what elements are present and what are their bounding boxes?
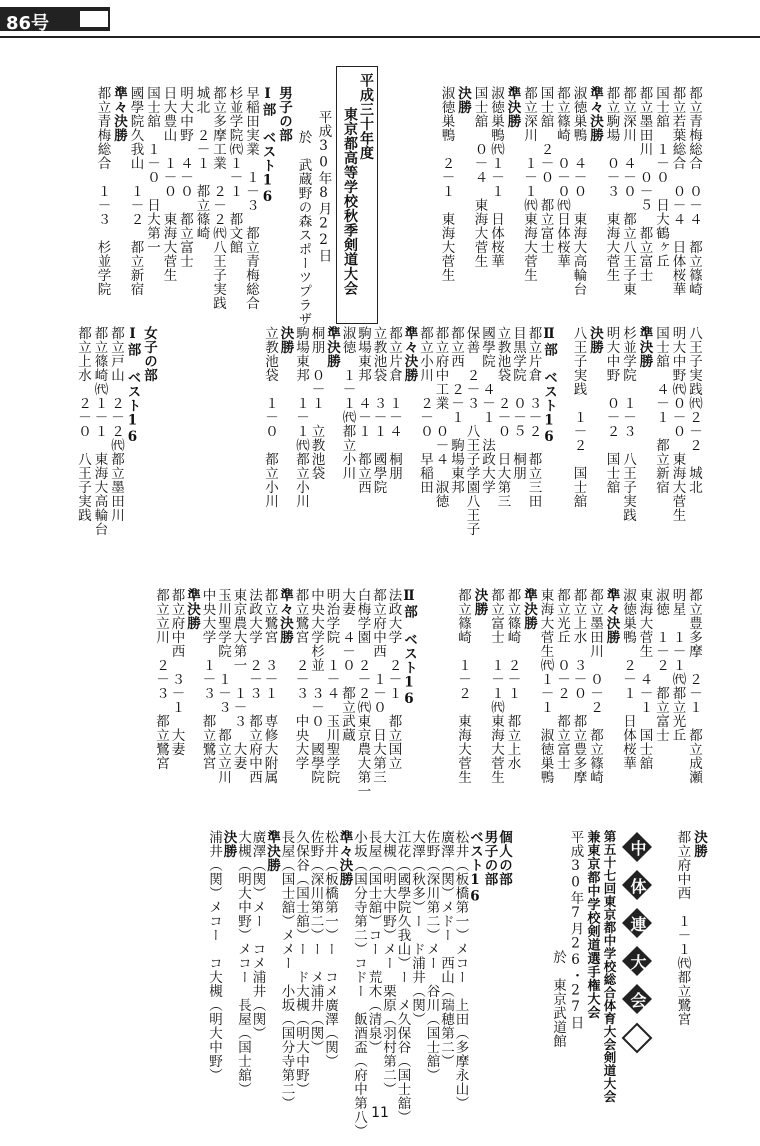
row2-left-line: 都立上水 ２－０ 八王子実践 bbox=[75, 326, 91, 522]
page-tag-badge bbox=[0, 6, 110, 32]
tournament-1-box bbox=[336, 66, 378, 324]
individual-line: 大槻（明大中野）メー 栗原（羽村第二） bbox=[380, 830, 396, 1096]
row2-line: 八王子実践 １－２ 国士舘 bbox=[570, 326, 587, 508]
row3-mid-line: 都立府中西 ３－１ 大妻 bbox=[168, 588, 185, 756]
row1-left-line: Ⅰ部 ベスト16 bbox=[259, 86, 276, 206]
row1-line: 国士舘 ０－４ 東海大菅生 bbox=[471, 86, 488, 268]
row3-line: 都立上水 ３－０ 都立豊多摩 bbox=[570, 588, 587, 784]
page-number: 11 bbox=[371, 1105, 389, 1121]
individual-line: 江花（國學院久我山）ー メ久保谷（国士舘） bbox=[394, 830, 411, 1124]
row1-line: 決勝 bbox=[455, 86, 471, 114]
row2-mid-line: 淑徳 １－１㈹都立小川 bbox=[339, 326, 356, 480]
row1-line: 準決勝 bbox=[504, 86, 521, 128]
row3-line: 準々決勝 bbox=[603, 588, 620, 644]
results-row2-left bbox=[70, 326, 155, 536]
tournament-2-title: 第五十七回東京都中学校総合体育大会剣道大会 bbox=[602, 830, 617, 1103]
header-rule bbox=[0, 36, 760, 38]
individual-line: 松井（板橋第一）メコー 上田（多摩永山） bbox=[452, 830, 469, 1110]
row2-mid-line: 目黒学院 ０－５ 桐朋 bbox=[510, 326, 526, 480]
row2-line: 明大中野 ０－２ 国士舘 bbox=[603, 326, 620, 494]
row2-mid-line: 準々決勝 bbox=[401, 326, 418, 382]
results-row3-final bbox=[660, 830, 705, 1060]
row2-left-line: 女子の部 bbox=[141, 326, 157, 382]
individual-line: 松井（板橋第一）ー コメ廣澤（関） bbox=[322, 830, 338, 1068]
row1-line: 淑徳巣鴨 ２－１ 東海大菅生 bbox=[438, 86, 455, 282]
row1-left-line: 準々決勝 bbox=[111, 86, 127, 142]
tournament-2-header bbox=[515, 830, 617, 1103]
row2-mid-line: 立教池袋 ３－１ 國學院 bbox=[370, 326, 387, 494]
row1-line: 淑徳巣鴨 ４－０ 東海大高輪台 bbox=[570, 86, 587, 296]
row3-line: 準決勝 bbox=[521, 588, 537, 630]
brand-text: 中体連大会 bbox=[628, 840, 647, 1030]
row1-left-line: 男子の部 bbox=[276, 86, 292, 142]
individual-line: 浦井（関）メコー コ大槻（明大中野） bbox=[206, 830, 222, 1082]
row3-mid-line: 都立鷺宮 ２－３ 中央大学 bbox=[292, 588, 309, 770]
row3-line: 都立光丘 ０－２ 都立富士 bbox=[554, 588, 570, 770]
row2-mid-line: 桐朋 ０－１ 立教池袋 bbox=[308, 326, 325, 480]
row3-line: 都立篠崎 １－２ 東海大菅生 bbox=[455, 588, 471, 784]
individual-line: 小坂（国分寺第二）コドー 飯酒盃（府中第八） bbox=[351, 830, 367, 1138]
individual-line: ベスト16 bbox=[467, 830, 483, 905]
row3-mid-line: 玉川聖学院 １－３ 都立立川 bbox=[215, 588, 231, 784]
results-row3-right bbox=[420, 588, 700, 788]
row1-left-line: 早稲田実業 １－３ 都立青梅総合 bbox=[243, 86, 259, 310]
results-row2-right bbox=[560, 326, 700, 536]
tournament-2-date: 平成30年7月26・27日 bbox=[567, 830, 584, 1030]
row1-line: 都立深川 ４－０ 都立八王子東 bbox=[620, 86, 636, 296]
row3-final-line: 都立府中西 １－１㈹都立鷺宮 bbox=[674, 830, 691, 1026]
row1-line: 都立駒場 ０－３ 東海大菅生 bbox=[603, 86, 620, 282]
individual-line: 決勝 bbox=[220, 830, 237, 858]
row3-line: 都立富士 １－１㈹東海大菅生 bbox=[488, 588, 504, 784]
chutairen-brand bbox=[620, 830, 654, 1060]
row2-mid-line: 都立小川 ２－０ 早稲田 bbox=[417, 326, 433, 494]
row2-line: 決勝 bbox=[587, 326, 603, 354]
row2-mid-line: 立教池袋 １－０ 都立小川 bbox=[262, 326, 278, 508]
individual-line: 大槻（明大中野）メコー 長屋（国士舘） bbox=[235, 830, 251, 1096]
row3-mid-line: 準々決勝 bbox=[277, 588, 293, 644]
individual-line: 廣澤（関）メー コメ浦井（関） bbox=[249, 830, 266, 1040]
row3-mid-line: 都立立川 ２－３ 都立鷺宮 bbox=[153, 588, 169, 770]
row3-mid-line: 都立鷺宮 ３－１ 専修大附属 bbox=[261, 588, 278, 784]
row3-line: 都立豊多摩 ２－１ 都立成瀬 bbox=[686, 588, 702, 784]
individual-line: 佐野（深川第二）メー 谷川（国士舘） bbox=[423, 830, 440, 1082]
row1-line: 都立深川 １－１㈹東海大菅生 bbox=[521, 86, 537, 282]
row3-line: 都立篠崎 ２－１ 都立上水 bbox=[504, 588, 521, 770]
row2-mid-line: 立教池袋 ２－０ 日大第三 bbox=[494, 326, 511, 508]
results-row2-mid bbox=[160, 326, 555, 536]
row3-mid-line: 東京農大第一 １－３ 大妻 bbox=[230, 588, 247, 770]
row3-mid-line: Ⅱ部 ベスト16 bbox=[401, 588, 417, 708]
row1-line: 淑徳巣鴨㈹１－１ 日体桜華 bbox=[488, 86, 504, 268]
row3-mid-line: 中央大学杉並 ３－０ 國學院 bbox=[308, 588, 324, 784]
row1-left-line: 日大豊山 １－０ 東海大菅生 bbox=[160, 86, 177, 282]
row2-line: 準決勝 bbox=[636, 326, 653, 368]
row3-line: 明星 １－１㈹都立光丘 bbox=[669, 588, 686, 742]
row3-line: 都立墨田川 ０－２ 都立篠崎 bbox=[587, 588, 603, 784]
individual-line: 大澤（秋多）ー ド浦井（関） bbox=[409, 830, 425, 1026]
results-row1-right bbox=[400, 86, 700, 316]
row2-mid-line: 決勝 bbox=[277, 326, 294, 354]
results-row1-left bbox=[70, 86, 290, 316]
row2-line: 八王子実践㈹２－２ 城北 bbox=[686, 326, 702, 494]
tournament-2-subtitle: 兼東京都中学校剣道選手権大会 bbox=[584, 830, 600, 1019]
individual-line: 準決勝 bbox=[264, 830, 280, 872]
individual-line: 長屋（国士舘）コー 荒木（清泉） bbox=[365, 830, 382, 1054]
row2-mid-line: 駒場東邦 １－１㈹都立小川 bbox=[293, 326, 309, 508]
tournament-2-venue: 於 東京武道館 bbox=[550, 950, 566, 1048]
row2-line: 国士舘 ４－１ 都立新宿 bbox=[653, 326, 669, 494]
row2-line: 杉並学院 １－３ 八王子実践 bbox=[620, 326, 636, 522]
individual-line: 久保谷（国士舘）ー ド大槻（明大中野） bbox=[293, 830, 309, 1096]
individual-line: 廣澤（関）メドー 西山（瑞穂第二） bbox=[438, 830, 454, 1068]
row3-mid-line: 準決勝 bbox=[184, 588, 200, 630]
row1-left-line: 國學院久我山 １－２ 都立新宿 bbox=[127, 86, 144, 296]
page-tag: 86号 bbox=[6, 13, 50, 34]
results-row3-mid bbox=[70, 588, 417, 798]
row2-mid-line: 保善 ２－３ 八王子学園八王子 bbox=[463, 326, 480, 536]
row1-line: 都立墨田川 ０－５ 都立富士 bbox=[636, 86, 653, 282]
row1-left-line: 城北 ２－１ 都立篠崎 bbox=[193, 86, 210, 240]
row2-mid-line: 都立府中工業 ０－４ 淑徳 bbox=[432, 326, 449, 508]
row2-line: 明大中野㈹０－０ 東海大菅生 bbox=[669, 326, 686, 522]
individual-line: 長屋（国士舘）メメー 小坂（国分寺第二） bbox=[278, 830, 295, 1110]
tournament-1-venue: 於 武蔵野の森スポーツプラザ bbox=[295, 130, 312, 326]
row1-left-line: 都立多摩工業 ２－２㈹八王子実践 bbox=[210, 86, 226, 310]
row2-left-line: 都立篠崎㈹１－１ 東海大高輪台 bbox=[91, 326, 108, 536]
individual-line: 個人の部 bbox=[496, 830, 512, 886]
row3-line: 東海大菅生㈹１－１ 淑徳巣鴨 bbox=[537, 588, 554, 784]
row3-mid-line: 明治学院 １－４ 玉川聖学院 bbox=[323, 588, 340, 784]
tournament-1-date: 平成30年8月22日 bbox=[315, 110, 332, 263]
tournament-1-subtitle: 東京都高等学校秋季剣道大会 bbox=[342, 107, 358, 296]
row2-mid-line: 都立片倉 ３－２ 都立三田 bbox=[525, 326, 542, 508]
row3-mid-line: 法政大学 ２－１ 都立国立 bbox=[385, 588, 402, 770]
individual-line: 佐野（深川第二）ー メ浦井（関） bbox=[307, 830, 324, 1054]
row2-mid-line: 都立片倉 １－４ 桐朋 bbox=[386, 326, 402, 480]
individual-line: 男子の部 bbox=[481, 830, 498, 886]
row3-mid-line: 中央大学 １－３ 都立鷺宮 bbox=[199, 588, 216, 770]
row3-mid-line: 法政大学 ２－３ 都立府中西 bbox=[246, 588, 262, 784]
row3-final-line: 決勝 bbox=[691, 830, 707, 858]
row3-line: 決勝 bbox=[471, 588, 488, 616]
row3-line: 淑徳 １－２ 都立富士 bbox=[653, 588, 669, 742]
row1-left-line: 杉並学院㈹１－１ 都文館 bbox=[226, 86, 243, 254]
row1-line: 都立篠崎 ０－０㈹日体桜華 bbox=[554, 86, 570, 268]
individual-line: 準々決勝 bbox=[336, 830, 353, 886]
row2-mid-line: 準決勝 bbox=[324, 326, 340, 368]
row2-left-line: Ⅰ部 ベスト16 bbox=[124, 326, 141, 446]
tournament-1-title: 平成三十年度 bbox=[358, 73, 374, 160]
row1-left-line: 都立青梅総合 １－３ 杉並学院 bbox=[94, 86, 111, 296]
row1-left-line: 明大中野 ４－０ 都立富士 bbox=[177, 86, 193, 268]
row2-left-line: 都立戸山 ２－２㈹都立墨田川 bbox=[108, 326, 124, 522]
row2-mid-line: 都立西 ２－１ 駒場東邦 bbox=[448, 326, 464, 494]
row1-left-line: 国士舘 １－０ 日大第一 bbox=[144, 86, 160, 254]
row1-line: 準々決勝 bbox=[587, 86, 603, 142]
row1-line: 都立青梅総合 ０－４ 都立篠崎 bbox=[686, 86, 702, 296]
row2-mid-line: 駒場東邦 ４－１ 都立西 bbox=[355, 326, 371, 494]
row2-mid-line: Ⅱ部 ベスト16 bbox=[541, 326, 557, 446]
row3-mid-line: 大妻 ４－０ 都立武蔵 bbox=[339, 588, 355, 742]
row3-line: 淑徳巣鴨 ２－１ 日体桜華 bbox=[620, 588, 636, 770]
row1-line: 国士舘 １－０ 日大鶴ヶ丘 bbox=[653, 86, 669, 268]
row3-line: 東海大菅生 ４－１ 国士舘 bbox=[636, 588, 653, 770]
row2-mid-line: 國學院 ４－１ 法政大学 bbox=[479, 326, 495, 494]
row3-mid-line: 都立府中西 １－０ 日大第三 bbox=[370, 588, 386, 784]
row1-line: 都立若葉総合 ０－４ 日体桜華 bbox=[669, 86, 686, 296]
row3-mid-line: 白梅学園 ２－２㈹東京農大第一 bbox=[354, 588, 371, 798]
row1-line: 国士舘 ２－０ 都立富士 bbox=[537, 86, 554, 254]
